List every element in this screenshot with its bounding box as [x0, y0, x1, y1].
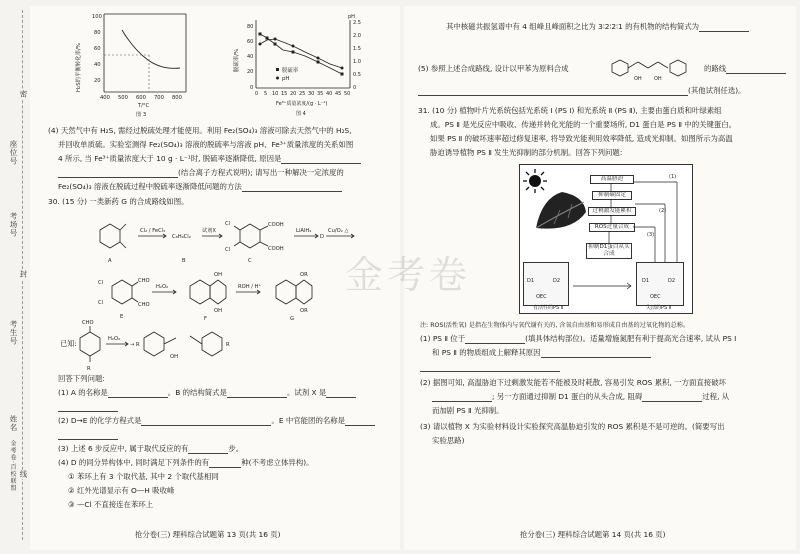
watermark: 金考卷 [345, 253, 472, 297]
inactive-ps2-label: 失活的PS Ⅱ [646, 305, 672, 311]
q30-p1-blank-a[interactable] [108, 389, 168, 398]
q30-p3-blank[interactable] [188, 445, 228, 454]
fig-num-1: (1) [669, 174, 677, 180]
fig-excess-light: 过剩激发能累积 [588, 207, 636, 216]
q31-line2: 成。PS Ⅱ 是光反应中吸收、传递并转化光能的一个重要场所, D1 蛋白是 PS Ⅱ 中的关键蛋白。 [430, 120, 737, 129]
fig4-ytick: 60 [247, 39, 254, 45]
q30-p4 [58, 458, 314, 468]
product-oh: OH [654, 76, 662, 82]
fig4-xlabel: Fe³⁺质量浓度/(g · L⁻¹) [276, 101, 328, 107]
q31-line1: 31. (10 分) 植物叶片光系统包括光系统 Ⅰ (PS Ⅰ) 和光系统 Ⅱ (PS Ⅱ), 主要由蛋白质和叶绿素组 [418, 106, 722, 115]
q30-title: 30. (15 分) 一类新药 G 的合成路线如图。 [48, 197, 189, 206]
right-line2-a: (5) 参照上述合成路线, 设计以甲苯为原料合成 [418, 64, 569, 73]
fig3-curve [122, 30, 180, 68]
fig4-legend [276, 66, 299, 82]
right-line1-text: 其中核磁共振氢谱中有 4 组峰且峰面积之比为 3∶2∶2∶1 的有机物的结构简式为 [446, 22, 700, 31]
fig3-xlabel: T/°C [138, 103, 150, 109]
scheme-oh: OH [214, 308, 222, 314]
scheme-reagent-x: 试剂X [202, 228, 216, 234]
fig4-y2label: pH [348, 14, 355, 20]
q29-part4-line5-text: Fe₂(SO₄)₃ 溶液在脱硫过程中脱硫率逐渐降低问题的方法 [58, 182, 242, 191]
q29-part4-line5 [58, 182, 342, 192]
exam-no-label: 考场号 [9, 212, 18, 238]
fig3-xtick: 400 [100, 95, 110, 101]
fig3-ytick: 100 [92, 14, 102, 20]
q30-p2-a: (2) D→E 的化学方程式是 [58, 416, 142, 425]
active-oec: OEC [536, 294, 547, 300]
fig4-markers [259, 33, 344, 76]
inactive-oec: OEC [650, 294, 661, 300]
q31-p2-b: ; 另一方面通过抑制 D1 蛋白的从头合成, 阻碍 [492, 392, 643, 401]
q31-p1-c: 和 PS Ⅱ 的物质组成上解释其原因 [432, 348, 541, 357]
right-line2-b: 的路线 [704, 64, 727, 73]
fig4-desulfur-line [260, 34, 342, 74]
scheme-cooh: COOH [268, 222, 284, 228]
known-r: R [226, 342, 230, 348]
name-label: 姓名 [9, 415, 18, 432]
right-line2b [704, 64, 786, 74]
fig-inhibit-d1: 抑制D1蛋白从头合成 [586, 243, 632, 259]
known-h2o2: H₂O₂ [108, 336, 121, 342]
scheme-label-g: G [290, 316, 295, 322]
q30-cond-2: ② 红外光谱显示有 O—H 吸收峰 [68, 486, 175, 495]
scheme-oh: OH [214, 272, 222, 278]
fig3-ytick: 40 [94, 62, 101, 68]
q30-p2-blank-a[interactable] [141, 417, 271, 426]
q30-p1-c: 。试剂 X 是 [286, 388, 327, 397]
school-label: 金考卷·百校联盟 [9, 440, 16, 492]
fig3-ytick: 80 [94, 30, 101, 36]
scheme-cho: CHO [138, 302, 150, 308]
fig4-y2tick: 1.0 [353, 59, 361, 65]
fig3-xtick: 800 [172, 95, 182, 101]
fig-num-3: (3) [647, 232, 655, 238]
active-d1: D1 [527, 278, 535, 284]
footer-right: 抢分卷(三) 理科综合试题第 14 页(共 16 页) [520, 530, 666, 539]
right-line1 [446, 22, 749, 32]
q31-p1-b: (填具体结构部位)。适量增施氮肥有利于提高光合速率, 试从 PS Ⅰ [525, 334, 737, 343]
fig4-ytick: 20 [247, 69, 254, 75]
candidate-no-label: 考生号 [9, 320, 18, 346]
inactive-d1: D1 [642, 278, 650, 284]
fig4-xtick: 5 [264, 91, 268, 97]
q29-part4-line1: (4) 天然气中有 H₂S, 需经过脱硫处理才能使用。利用 Fe₂(SO₄)₃ 溶液可除去天然气中的 H₂S, [48, 126, 352, 135]
fig3-xtick: 500 [118, 95, 128, 101]
scheme-h2o2: H₂O₂ [156, 284, 169, 290]
fig3-axes [104, 14, 186, 92]
q31-p1-blank-a[interactable] [465, 335, 525, 344]
product-oh: OH [634, 76, 642, 82]
fig4-xtick: 10 [272, 91, 279, 97]
scheme-cl: Cl [98, 300, 104, 306]
q31-line3: 如果 PS Ⅱ 的破坏速率超过修复速率, 将导致光能利用效率降低, 造成光抑制。如图所示为高温 [430, 134, 733, 143]
ring-g [276, 280, 296, 304]
fig4-legend-item: 脱硫率 [282, 68, 299, 74]
scheme-label-d: D [320, 234, 324, 240]
q29-part4-line4-text: (结合离子方程式说明); 请写出一种解决一定浓度的 [178, 168, 344, 177]
active-ps2-label: 有活性的PS Ⅱ [533, 305, 564, 311]
q29-reason-blank-cont[interactable] [58, 169, 178, 178]
q29-part4-line2: 并回收单质硫。实验室测得 Fe₂(SO₄)₃ 溶液的脱硫率与溶液 pH、Fe³⁺质量浓度的关系如图 [58, 140, 354, 149]
known-label: 已知: [60, 339, 77, 348]
q30-answer-prompt: 回答下列问题: [58, 374, 105, 383]
ring-f [190, 280, 210, 304]
scheme-label-f: F [204, 316, 207, 322]
q29-method-blank[interactable] [242, 183, 342, 192]
q30-cond-3: ③ —Cl 不直接连在苯环上 [68, 500, 154, 509]
q30-p4-blank[interactable] [209, 459, 241, 468]
q30-cond-1: ① 苯环上有 3 个取代基, 其中 2 个取代基相同 [68, 472, 219, 481]
right-line2-blank[interactable] [726, 65, 786, 74]
footer-left: 抢分卷(三) 理科综合试题第 13 页(共 16 页) [135, 530, 281, 539]
q30-p2 [58, 416, 375, 426]
q30-p1-blank-c[interactable] [326, 389, 356, 398]
fig4-xtick: 20 [290, 91, 297, 97]
q31-p1-blank-b[interactable] [541, 349, 651, 358]
fig4-ytick: 40 [247, 54, 254, 60]
figure-4 [230, 10, 390, 120]
q29-part4-line3 [58, 154, 361, 164]
known-r: R [87, 366, 91, 372]
seat-label: 座位号 [9, 140, 18, 166]
right-line2 [418, 64, 569, 74]
q31-p2-cont [432, 392, 729, 402]
fig4-label: 图 4 [296, 111, 306, 117]
fig3-xtick: 700 [154, 95, 164, 101]
q30-known-reaction [60, 318, 320, 376]
scheme-cho: CHO [138, 278, 150, 284]
fig4-y2tick: 2.0 [353, 33, 361, 39]
binding-mark: 封 [19, 270, 28, 279]
figure-3 [70, 10, 200, 120]
q31-p3: (3) 请以植物 X 为实验材料设计实验探究高温胁迫引发的 ROS 累积是不是可逆的。(简要写出 [420, 422, 725, 431]
q30-p2-blank-c[interactable] [58, 431, 118, 440]
fig3-xtick: 600 [136, 95, 146, 101]
scheme-or: OR [300, 308, 308, 314]
fig4-y2tick: 1.5 [353, 46, 361, 52]
fig4-xtick: 25 [299, 91, 306, 97]
scheme-or: OR [300, 272, 308, 278]
fig4-xtick: 40 [326, 91, 333, 97]
scheme-label-c: C [248, 258, 252, 264]
q30-p2-cont [58, 430, 118, 440]
binding-mark: 密 [19, 90, 28, 99]
q29-part4-line3-text: 4 所示, 当 Fe³⁺质量浓度大于 10 g · L⁻¹时, 脱硫率逐渐降低, 原因是 [58, 154, 282, 163]
fig4-xtick: 0 [255, 91, 259, 97]
q30-p1-a: (1) A 的名称是 [58, 388, 108, 397]
q31-note: 注: ROS(活性氧) 是指在生物体内与氧代谢有关的, 含氧自由基和易形成自由基的过氧化物的总称。 [420, 322, 690, 329]
fig4-xtick: 50 [344, 91, 351, 97]
scheme-label-e: E [120, 314, 124, 320]
q30-p1 [58, 388, 356, 398]
q30-p3-a: (3) 上述 6 步反应中, 属于取代反应的有 [58, 444, 189, 453]
q30-p1-blank-b[interactable] [227, 389, 287, 398]
scheme-label-b: B [182, 258, 186, 264]
q30-p2-blank-b[interactable] [345, 417, 375, 426]
fig3-ylabel: H₂S的平衡转化率/% [76, 43, 82, 92]
active-d2: D2 [553, 278, 561, 284]
right-line3-text: (其他试剂任选)。 [688, 86, 746, 95]
q31-p2: (2) 据图可知, 高温胁迫下过剩激发能若不能被及时耗散, 容易引发 ROS 累积, 一方面直接破坏 [420, 378, 726, 387]
right-line3-blank[interactable] [418, 87, 688, 96]
fig-num-2: (2) [659, 208, 667, 214]
q31-p1 [420, 334, 736, 344]
q30-p3 [58, 444, 243, 454]
scheme-roh: ROH / H⁺ [238, 284, 262, 290]
q31-p2-blank-a[interactable] [432, 393, 492, 402]
fig4-xtick: 15 [281, 91, 288, 97]
ring-a [100, 224, 120, 248]
q30-p4-b: 种(不考虑立体异构)。 [241, 458, 314, 467]
q29-reason-blank[interactable] [281, 155, 361, 164]
q31-p1-blank-c[interactable] [420, 363, 560, 372]
fig4-xtick: 45 [335, 91, 342, 97]
binding-strip [0, 0, 30, 554]
binding-mark: 线 [19, 470, 28, 479]
scheme-cu-o2: Cu/O₂ △ [328, 228, 349, 234]
q31-p1-a: (1) PS Ⅱ 位于 [420, 334, 466, 343]
q30-p1-blank-d[interactable] [58, 403, 118, 412]
scheme-cl: Cl [225, 247, 231, 253]
fig4-ylabel: 脱硫率/% [234, 48, 240, 72]
q30-p2-b: 。E 中官能团的名称是 [271, 416, 346, 425]
q31-p1-line [420, 362, 560, 372]
q29-part4-line4 [58, 168, 344, 178]
q30-p1-cont [58, 402, 118, 412]
scheme-cooh: COOH [268, 246, 284, 252]
fig3-ytick: 20 [94, 78, 101, 84]
fig4-ph-line [260, 39, 342, 68]
scheme-label-a: A [108, 258, 112, 264]
target-product [608, 50, 704, 86]
q30-p3-b: 步。 [228, 444, 244, 453]
ring-e [112, 280, 132, 304]
q30-p4-a: (4) D 的同分异构体中, 同时满足下列条件的有 [58, 458, 210, 467]
q31-p3-cont: 实验思路) [432, 436, 465, 445]
q31-p2-end: 而加剧 PS Ⅱ 光抑制。 [432, 406, 504, 415]
right-line1-blank[interactable] [699, 23, 749, 32]
inactive-d2: D2 [668, 278, 676, 284]
scheme-cl2-fecl3: Cl₂ / FeCl₃ [140, 228, 166, 234]
known-arrow-r: → R [130, 342, 140, 348]
q31-p2-blank-b[interactable] [642, 393, 702, 402]
fig3-ytick: 60 [94, 46, 101, 52]
fig-high-temp: 高温胁迫 [590, 175, 634, 184]
known-cho: CHO [82, 320, 94, 326]
fig-ros: ROS过量合成 [589, 223, 635, 232]
scheme-cl: Cl [225, 221, 231, 227]
fig4-legend-item: pH [282, 76, 290, 82]
scheme-lialh4: LiAlH₄ [296, 228, 312, 234]
q31-line4: 胁迫诱导植物 PS Ⅱ 发生光抑制的部分机制。回答下列问题: [430, 148, 623, 157]
ring-c [240, 224, 260, 248]
fig4-ytick: 0 [250, 85, 254, 91]
fig4-axes [256, 20, 350, 88]
q30-p1-b: 。B 的结构简式是 [167, 388, 227, 397]
q31-p1-cont [432, 348, 651, 358]
fig4-y2tick: 0.5 [353, 72, 361, 78]
fig4-y2tick: 2.5 [353, 20, 361, 26]
fig4-y2tick: 0 [353, 85, 357, 91]
scheme-b-formula: C₈H₈Cl₂ [172, 234, 191, 240]
fig4-ytick: 80 [247, 24, 254, 30]
scheme-cl: Cl [98, 280, 104, 286]
fig-inhibit-co2: 抑制碳固定 [592, 191, 632, 200]
fig4-xtick: 35 [317, 91, 324, 97]
right-line3 [418, 86, 746, 96]
q31-p2-c: 过程, 从 [702, 392, 730, 401]
fig4-xtick: 30 [308, 91, 315, 97]
known-oh: OH [170, 354, 178, 360]
fig3-label: 图 3 [136, 112, 147, 118]
